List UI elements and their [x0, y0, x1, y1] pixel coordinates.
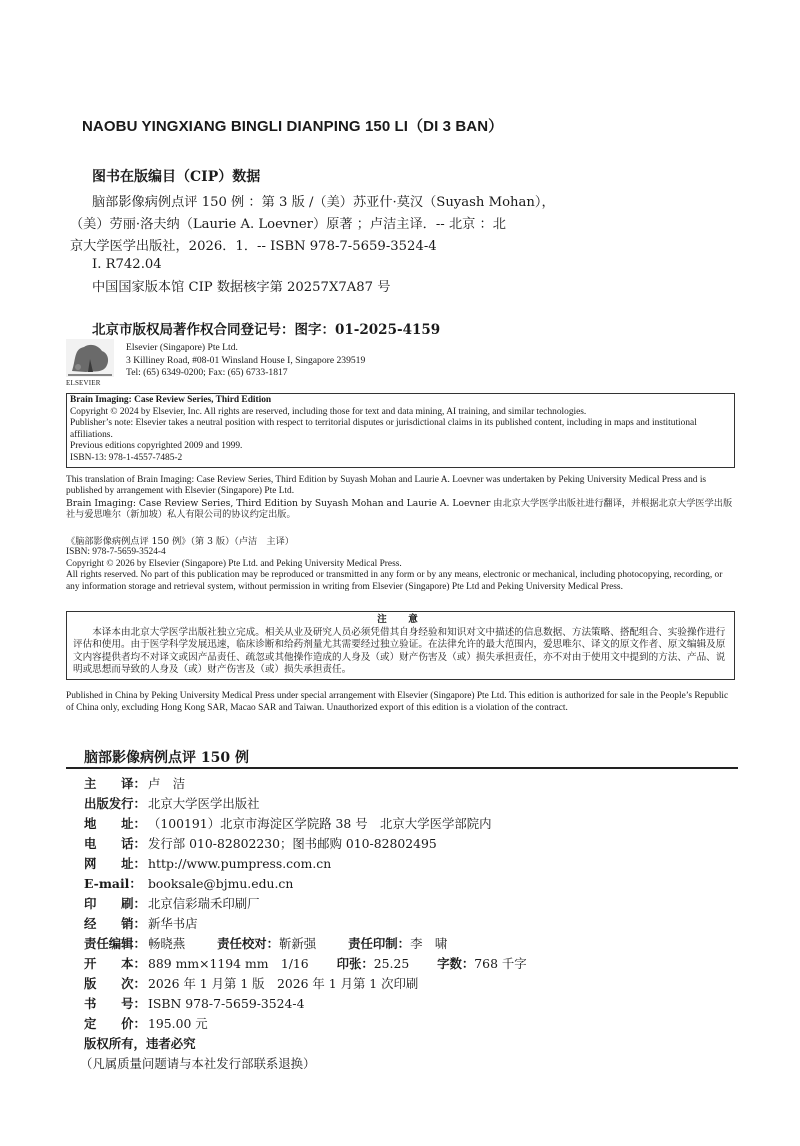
pinyin-title: NAOBU YINGXIANG BINGLI DIANPING 150 LI（DI 3 BAN）: [82, 118, 504, 135]
chinese-edition-rights: All rights reserved. No part of this publication may be reproduced or transmitted in any form or by any means, electronic or mechanical, including photocopying, recording, or any information storage and retrieval system, without permission in writing from Elsevier (Singapore) Pte Ltd and Peking University Medical Press.: [66, 570, 723, 592]
detail-phone: [84, 834, 437, 852]
detail-label: 出版发行：: [84, 796, 146, 811]
detail-label: 印 刷：: [84, 896, 146, 911]
detail-value: 768 千字: [474, 956, 527, 971]
detail-value: （100191）北京市海淀区学院路 38 号 北京大学医学部院内: [148, 816, 492, 831]
detail-label: 印张：: [336, 956, 374, 971]
detail-label: 地 址：: [84, 816, 146, 831]
cip-heading: 图书在版编目（CIP）数据: [92, 169, 261, 185]
translation-zh: Brain Imaging: Case Review Series, Third Edition by Suyash Mohan and Laurie A. Loevner 由北京大学医学出版社进行翻译，并根据北京大学医学出版社与爱思唯尔（新加坡）私人有限公司的协议约定出版。: [66, 497, 733, 521]
detail-value: 2026 年 1 月第 1 版 2026 年 1 月第 1 次印刷: [148, 976, 419, 991]
detail-value: 25.25: [373, 956, 410, 971]
detail-value: booksale@bjmu.edu.cn: [148, 876, 294, 891]
detail-label: 责任编辑：: [84, 936, 146, 951]
detail-value: 发行部 010-82802230；图书邮购 010-82802495: [148, 836, 437, 851]
original-isbn: ISBN-13: 978-1-4557-7485-2: [70, 452, 183, 463]
detail-value: http://www.pumpress.com.cn: [148, 856, 332, 871]
detail-format: [84, 954, 527, 972]
publisher-note: Publisher’s note: Elsevier takes a neutral position with respect to territorial disputes or jurisdictional claims in its published content, including in maps and institutional affiliations.: [70, 418, 697, 440]
detail-value: 195.00 元: [148, 1016, 208, 1031]
detail-price: [84, 1014, 208, 1032]
original-edition-box: [66, 393, 735, 468]
cip-line: 脑部影像病例点评 150 例 ：第 3 版 /（美）苏亚什·莫汉（Suyash Mohan），: [92, 195, 555, 210]
detail-value: 李 啸: [410, 936, 448, 951]
copyright-contract-registration: 北京市版权局著作权合同登记号：图字：01-2025-4159: [92, 322, 441, 338]
original-copyright: Copyright © 2024 by Elsevier, Inc. All rights are reserved, including those for text and data mining, AI training, and similar technologies.: [70, 406, 587, 417]
original-title: Brain Imaging: Case Review Series, Third Edition: [70, 395, 272, 405]
detail-value: ISBN 978-7-5659-3524-4: [148, 996, 305, 1011]
detail-book-number: [84, 994, 305, 1012]
chinese-edition-info: [66, 536, 736, 593]
elsevier-wordmark: ELSEVIER: [66, 379, 101, 387]
title-divider: [66, 767, 738, 769]
detail-label: 书 号：: [84, 996, 146, 1011]
detail-label: 字数：: [437, 956, 475, 971]
detail-translator: [84, 774, 185, 792]
elsevier-publisher-info: [66, 339, 396, 389]
publisher-phone: Tel: (65) 6349-0200; Fax: (65) 6733-1817: [126, 367, 288, 378]
publisher-address: 3 Killiney Road, #08-01 Winsland House I, Singapore 239519: [126, 354, 366, 366]
detail-value: 北京大学医学出版社: [148, 796, 260, 811]
cip-line: Ⅰ. R742.04: [92, 257, 162, 272]
detail-edition: [84, 974, 418, 992]
translation-en: This translation of Brain Imaging: Case Review Series, Third Edition by Suyash Mohan and Laurie A. Loevner was undertaken by Peking University Medical Press and is published by arrangement with Elsevier (Singapore) Pte Ltd.: [66, 475, 707, 497]
chinese-edition-title: 《脑部影像病例点评 150 例》（第 3 版）（卢洁 主译）: [66, 536, 294, 547]
detail-value: 靳新强: [279, 936, 317, 951]
detail-responsibility: [84, 934, 447, 952]
rights-reserved: 版权所有，违者必究: [84, 1036, 196, 1051]
book-title: 脑部影像病例点评 150 例: [84, 750, 249, 766]
detail-label: 经 销：: [84, 916, 146, 931]
detail-label: 开 本：: [84, 956, 146, 971]
detail-value: 北京信彩瑞禾印刷厂: [148, 896, 260, 911]
detail-label: 主 译：: [84, 776, 146, 791]
cip-line: （美）劳丽·洛夫纳（Laurie A. Loevner）原著 ；卢洁主译．-- 北京 ：北: [70, 217, 506, 232]
detail-email: [84, 874, 293, 892]
detail-label: 电 话：: [84, 836, 146, 851]
detail-value: 新华书店: [148, 916, 198, 931]
detail-value: 卢 洁: [148, 776, 186, 791]
published-in-china: Published in China by Peking University Medical Press under special arrangement with Elsevier (Singapore) Pte Ltd. This edition is authorized for sale in the People’s Republic of China only, excluding Hong Kong SAR, Macao SAR and Taiwan. Unauthorized export of this edition is a violation of the contract.: [66, 691, 729, 713]
chinese-edition-isbn: ISBN: 978-7-5659-3524-4: [66, 547, 166, 558]
detail-label: 责任校对：: [217, 936, 280, 951]
previous-editions: Previous editions copyrighted 2009 and 1999.: [70, 441, 243, 452]
detail-address: [84, 814, 492, 832]
notice-title: 注 意: [377, 614, 424, 625]
cip-line: 京大学医学出版社，2026．1．-- ISBN 978-7-5659-3524-4: [70, 239, 437, 254]
detail-value: 畅晓燕: [148, 936, 186, 951]
notice-body: 本译本由北京大学医学出版社独立完成。相关从业及研究人员必须凭借其自身经验和知识对文中描述的信息数据、方法策略、搭配组合、实验操作进行评估和使用。由于医学科学发展迅速，临床诊断和给药剂量尤其需要经过独立验证。在法律允许的最大范围内，爱思唯尔、译文的原文作者、原文编辑及原文内容提供者均不对译文或因产品责任、疏忽或其他操作造成的人身及（或）财产伤害及（或）损失承担责任，亦不对由于使用文中提到的方法、产品、说明或思想而导致的人身及（或）财产伤害及（或）损失承担责任。: [73, 626, 726, 676]
notice-box: [66, 611, 735, 680]
cip-line: 中国国家版本馆 CIP 数据核字第 20257X7A87 号: [92, 280, 391, 295]
detail-label: 定 价：: [84, 1016, 146, 1031]
detail-label: 网 址：: [84, 856, 146, 871]
detail-publisher: [84, 794, 260, 812]
detail-value: 889 mm×1194 mm 1/16: [148, 956, 309, 971]
publisher-name: Elsevier (Singapore) Pte Ltd.: [126, 342, 238, 353]
detail-distributor: [84, 914, 198, 932]
detail-printer: [84, 894, 260, 912]
detail-label: 责任印制：: [348, 936, 411, 951]
detail-website: [84, 854, 331, 872]
chinese-edition-copyright: Copyright © 2026 by Elsevier (Singapore) Pte Ltd. and Peking University Medical Press.: [66, 558, 402, 569]
quality-notice: （凡属质量问题请与本社发行部联系退换）: [80, 1056, 316, 1071]
detail-label: E-mail：: [84, 876, 142, 891]
translation-notice: [66, 475, 736, 521]
detail-label: 版 次：: [84, 976, 146, 991]
